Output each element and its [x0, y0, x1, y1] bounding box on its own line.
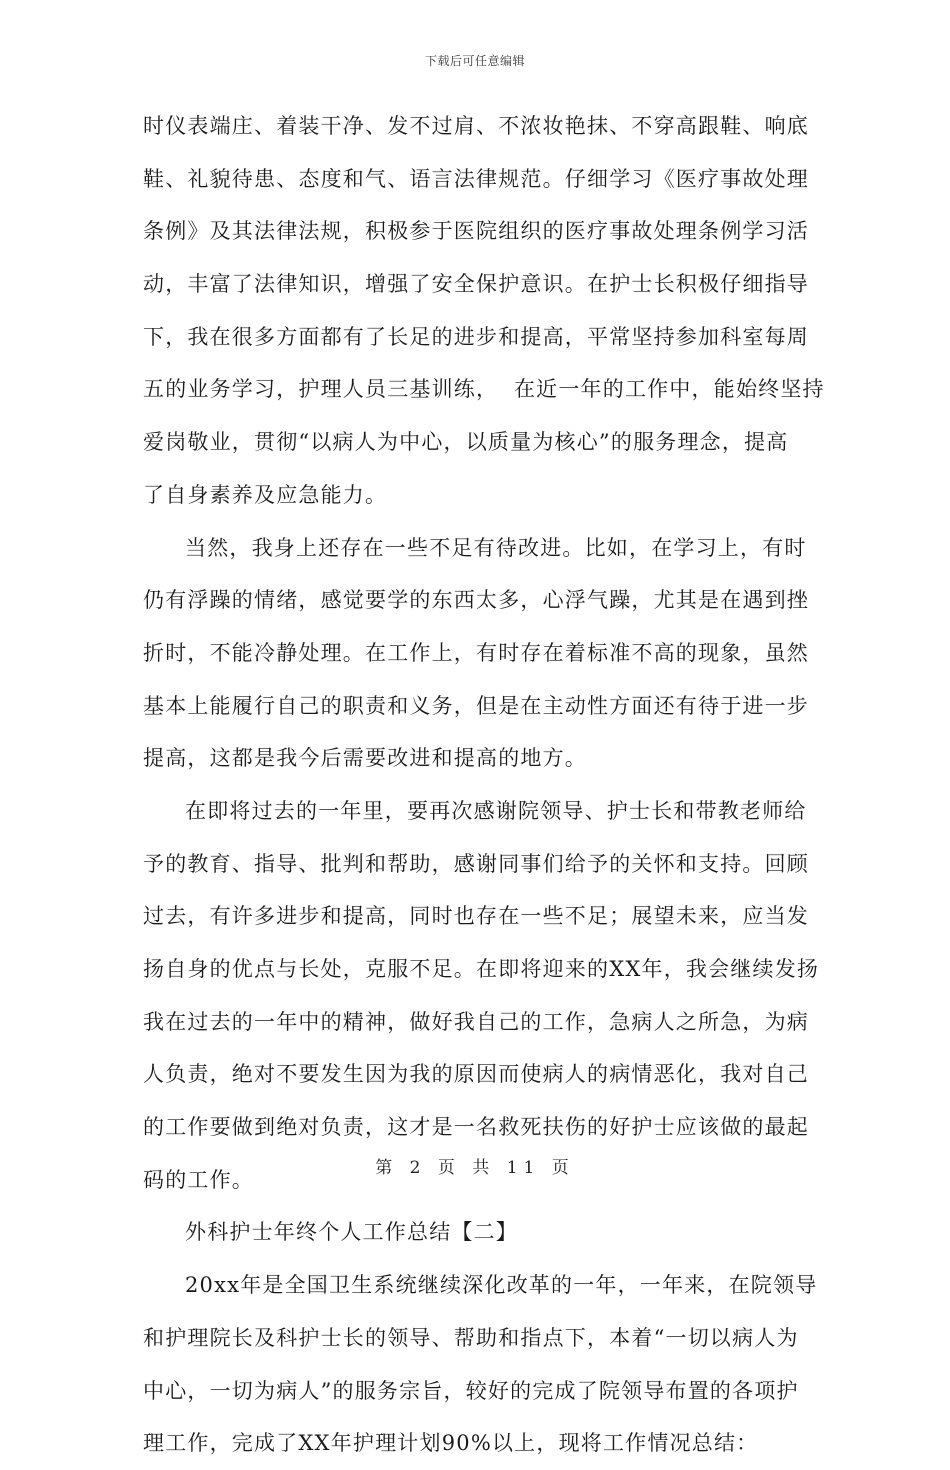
text-line: 予的教育、指导、批判和帮助，感谢同事们给予的关怀和支持。回顾 — [143, 851, 809, 876]
text-line: 码的工作。 — [143, 1167, 254, 1192]
text-line: 过去，有许多进步和提高，同时也存在一些不足；展望未来，应当发 — [143, 904, 809, 929]
page-number: 第 2 页 共 11 页 — [375, 1158, 575, 1178]
text-line: 理工作，完成了XX年护理计划90%以上，现将工作情况总结： — [143, 1431, 759, 1456]
header-note: 下载后可任意编辑 — [424, 54, 525, 68]
paragraph-start-line: 20xx年是全国卫生系统继续深化改革的一年，一年来，在院领导 — [185, 1273, 818, 1298]
text-line: 动，丰富了法律知识，增强了安全保护意识。在护士长积极仔细指导 — [143, 272, 809, 297]
text-line: 中心，一切为病人”的服务宗旨，较好的完成了院领导布置的各项护 — [143, 1378, 799, 1403]
text-line: 了自身素养及应急能力。 — [143, 482, 388, 507]
paragraph-start-line: 当然，我身上还存在一些不足有待改进。比如，在学习上，有时 — [185, 535, 807, 560]
text-line: 条例》及其法律法规，积极参于医院组织的医疗事故处理条例学习活 — [143, 219, 809, 244]
text-line: 时仪表端庄、着装干净、发不过肩、不浓妆艳抹、不穿高跟鞋、响底 — [143, 114, 809, 138]
text-line: 下，我在很多方面都有了长足的进步和提高，平常坚持参加科室每周 — [143, 324, 809, 349]
text-line: 提高，这都是我今后需要改进和提高的地方。 — [143, 746, 587, 771]
section-heading: 外科护士年终个人工作总结【二】 — [185, 1220, 518, 1245]
document-body — [143, 100, 825, 1470]
paragraph-start-line: 在即将过去的一年里，要再次感谢院领导、护士长和带教老师给 — [185, 798, 807, 823]
text-line: 我在过去的一年中的精神，做好我自己的工作，急病人之所急，为病 — [143, 1009, 809, 1034]
text-line: 人负责，绝对不要发生因为我的原因而使病人的病情恶化，我对自己 — [143, 1062, 809, 1087]
text-line: 折时，不能冷静处理。在工作上，有时存在着标准不高的现象，虽然 — [143, 640, 809, 665]
text-line: 基本上能履行自己的职责和义务，但是在主动性方面还有待于进一步 — [143, 693, 809, 718]
text-line: 仍有浮躁的情绪，感觉要学的东西太多，心浮气躁，尤其是在遇到挫 — [143, 588, 809, 613]
text-line: 鞋、礼貌待患、态度和气、语言法律规范。仔细学习《医疗事故处理 — [143, 166, 809, 191]
text-line: 和护理院长及科护士长的领导、帮助和指点下，本着“一切以病人为 — [143, 1325, 799, 1350]
text-line: 的工作要做到绝对负责，这才是一名救死扶伤的好护士应该做的最起 — [143, 1115, 809, 1140]
text-line: 爱岗敬业，贯彻“以病人为中心，以质量为核心”的服务理念，提高 — [143, 430, 789, 455]
text-line: 扬自身的优点与长处，克服不足。在即将迎来的XX年，我会继续发扬 — [143, 957, 820, 981]
text-line: 五的业务学习，护理人员三基训练， 在近一年的工作中，能始终坚持 — [143, 377, 825, 402]
